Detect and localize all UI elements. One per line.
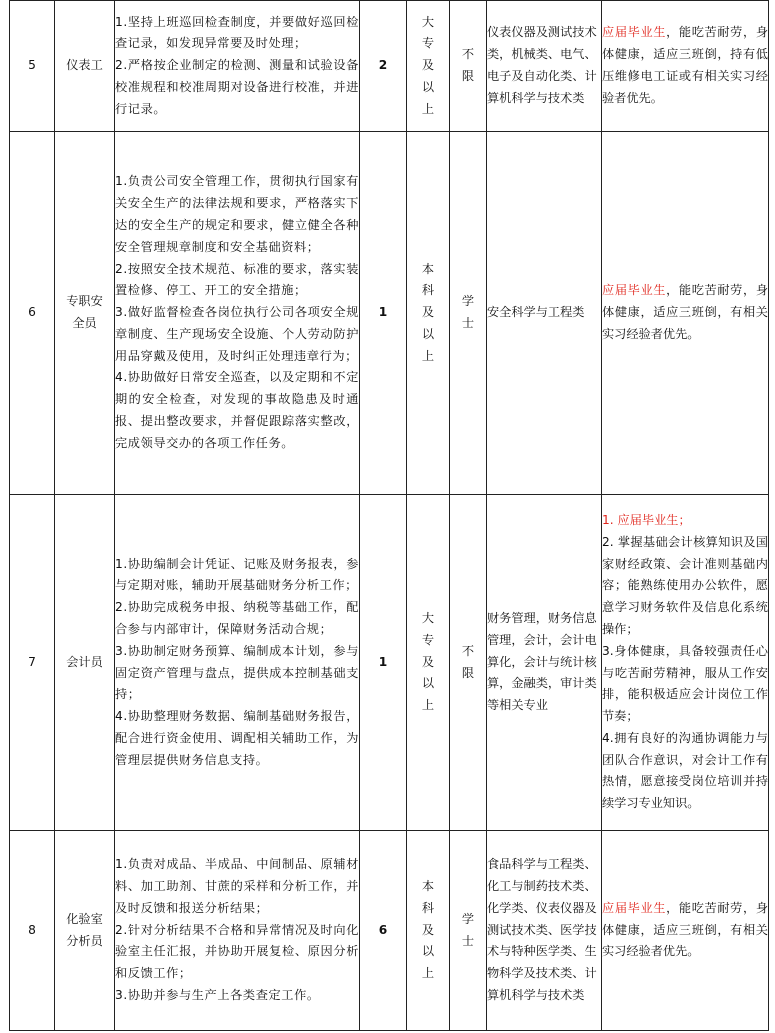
degree-requirement: 学士 (450, 132, 487, 495)
duty-item: 3.做好监督检查各岗位执行公司各项安全规章制度、生产现场安全设施、个人劳动防护用品穿戴及使用，及时纠正处理违章行为； (115, 305, 359, 363)
other-requirements (602, 1, 769, 132)
position-name: 会计员 (55, 495, 115, 831)
row-number: 8 (10, 831, 55, 1031)
other-requirements (602, 132, 769, 495)
table-row (10, 132, 769, 495)
major-requirement: 财务管理，财务信息管理，会计，会计电算化，会计与统计核算，金融类，审计类等相关专业 (487, 495, 602, 831)
position-name: 专职安全员 (55, 132, 115, 495)
job-duties (115, 495, 360, 831)
duty-item: 1.负责公司安全管理工作，贯彻执行国家有关安全生产的法律法规和要求，严格落实下达的安全生产的规定和要求，健立健全各种安全管理规章制度和安全基础资料； (115, 174, 359, 254)
duty-item: 2.按照安全技术规范、标准的要求，落实装置检修、停工、开工的安全措施； (115, 261, 359, 298)
duty-item: 1.协助编制会计凭证、记账及财务报表，参与定期对账，辅助开展基础财务分析工作； (115, 556, 359, 593)
job-duties (115, 1, 360, 132)
other-requirements (602, 831, 769, 1031)
requirement-item: 2. 掌握基础会计核算知识及国家财经政策、会计准则基础内容；能熟练使用办公软件，愿意学习财务软件及信息化系统操作； (602, 534, 768, 636)
row-number: 7 (10, 495, 55, 831)
education-requirement: 本科及以上 (407, 831, 450, 1031)
duty-item: 2.协助完成税务申报、纳税等基础工作，配合参与内部审计，保障财务活动合规； (115, 600, 359, 636)
major-requirement: 食品科学与工程类、化工与制药技术类、化学类、仪表仪器及测试技术类、医学技术与特种医学类、生物科学及技术类、计算机科学与技术类 (487, 831, 602, 1031)
requirement-text: ，能吃苦耐劳，身体健康，适应三班倒，有相关实习经验者优先。 (602, 900, 769, 959)
degree-requirement: 不限 (450, 1, 487, 132)
major-requirement: 仪表仪器及测试技术类，机械类、电气、电子及自动化类、计算机科学与技术类 (487, 1, 602, 132)
headcount: 1 (360, 495, 407, 831)
position-name: 化验室分析员 (55, 831, 115, 1031)
row-number: 5 (10, 1, 55, 132)
job-duties (115, 831, 360, 1031)
requirement-text: ，能吃苦耐劳，身体健康，适应三班倒，有相关实习经验者优先。 (602, 283, 769, 341)
major-requirement: 安全科学与工程类 (487, 132, 602, 495)
duty-item: 4.协助做好日常安全巡查，以及定期和不定期的安全检查，对发现的事故隐患及时通报、提出整改要求，并督促跟踪落实整改，完成领导交办的各项工作任务。 (115, 370, 359, 450)
duty-item: 3.协助制定财务预算、编制成本计划，参与固定资产管理与盘点，提供成本控制基础支持； (115, 643, 359, 702)
recruitment-table (9, 0, 769, 1031)
duty-item: 3.协助并参与生产上各类查定工作。 (115, 987, 320, 1002)
position-name: 仪表工 (55, 1, 115, 132)
education-requirement: 大专及以上 (407, 1, 450, 132)
headcount: 2 (360, 1, 407, 132)
table-row (10, 831, 769, 1031)
job-duties (115, 132, 360, 495)
other-requirements (602, 495, 769, 831)
fresh-graduate-highlight: 应届毕业生 (602, 283, 667, 298)
degree-requirement: 学士 (450, 831, 487, 1031)
education-requirement: 大专及以上 (407, 495, 450, 831)
requirement-item: 4.拥有良好的沟通协调能力与团队合作意识，对会计工作有热情，愿意接受岗位培训并持续学习专业知识。 (602, 730, 768, 811)
fresh-graduate-highlight: 应届毕业生 (602, 900, 667, 915)
table-row (10, 495, 769, 831)
degree-requirement: 不限 (450, 495, 487, 831)
duty-item: 4.协助整理财务数据、编制基础财务报告，配合进行资金使用、调配相关辅助工作，为管理层提供财务信息支持。 (115, 709, 359, 767)
requirement-item: 3.身体健康，具备较强责任心与吃苦耐劳精神，服从工作安排，能积极适应会计岗位工作节奏； (602, 643, 768, 724)
fresh-graduate-highlight: 应届毕业生 (602, 25, 667, 40)
education-requirement: 本科及以上 (407, 132, 450, 495)
duty-item: 1.负责对成品、半成品、中间制品、原辅材料、加工助剂、甘蔗的采样和分析工作，并及时反馈和报送分析结果； (115, 857, 359, 915)
duty-item: 1.坚持上班巡回检查制度，并要做好巡回检查记录，如发现异常要及时处理； (115, 14, 359, 51)
duty-item: 2.针对分析结果不合格和异常情况及时向化验室主任汇报，并协助开展复检、原因分析和反馈工作； (115, 922, 359, 981)
row-number: 6 (10, 132, 55, 495)
table-row (10, 1, 769, 132)
headcount: 1 (360, 132, 407, 495)
fresh-graduate-highlight: 1. 应届毕业生； (602, 512, 691, 527)
duty-item: 2.严格按企业制定的检测、测量和试验设备校准规程和校准周期对设备进行校准，并进行记录。 (115, 58, 359, 116)
headcount: 6 (360, 831, 407, 1031)
requirement-text: ，能吃苦耐劳，身体健康，适应三班倒，持有低压维修电工证或有相关实习经验者优先。 (602, 25, 769, 105)
